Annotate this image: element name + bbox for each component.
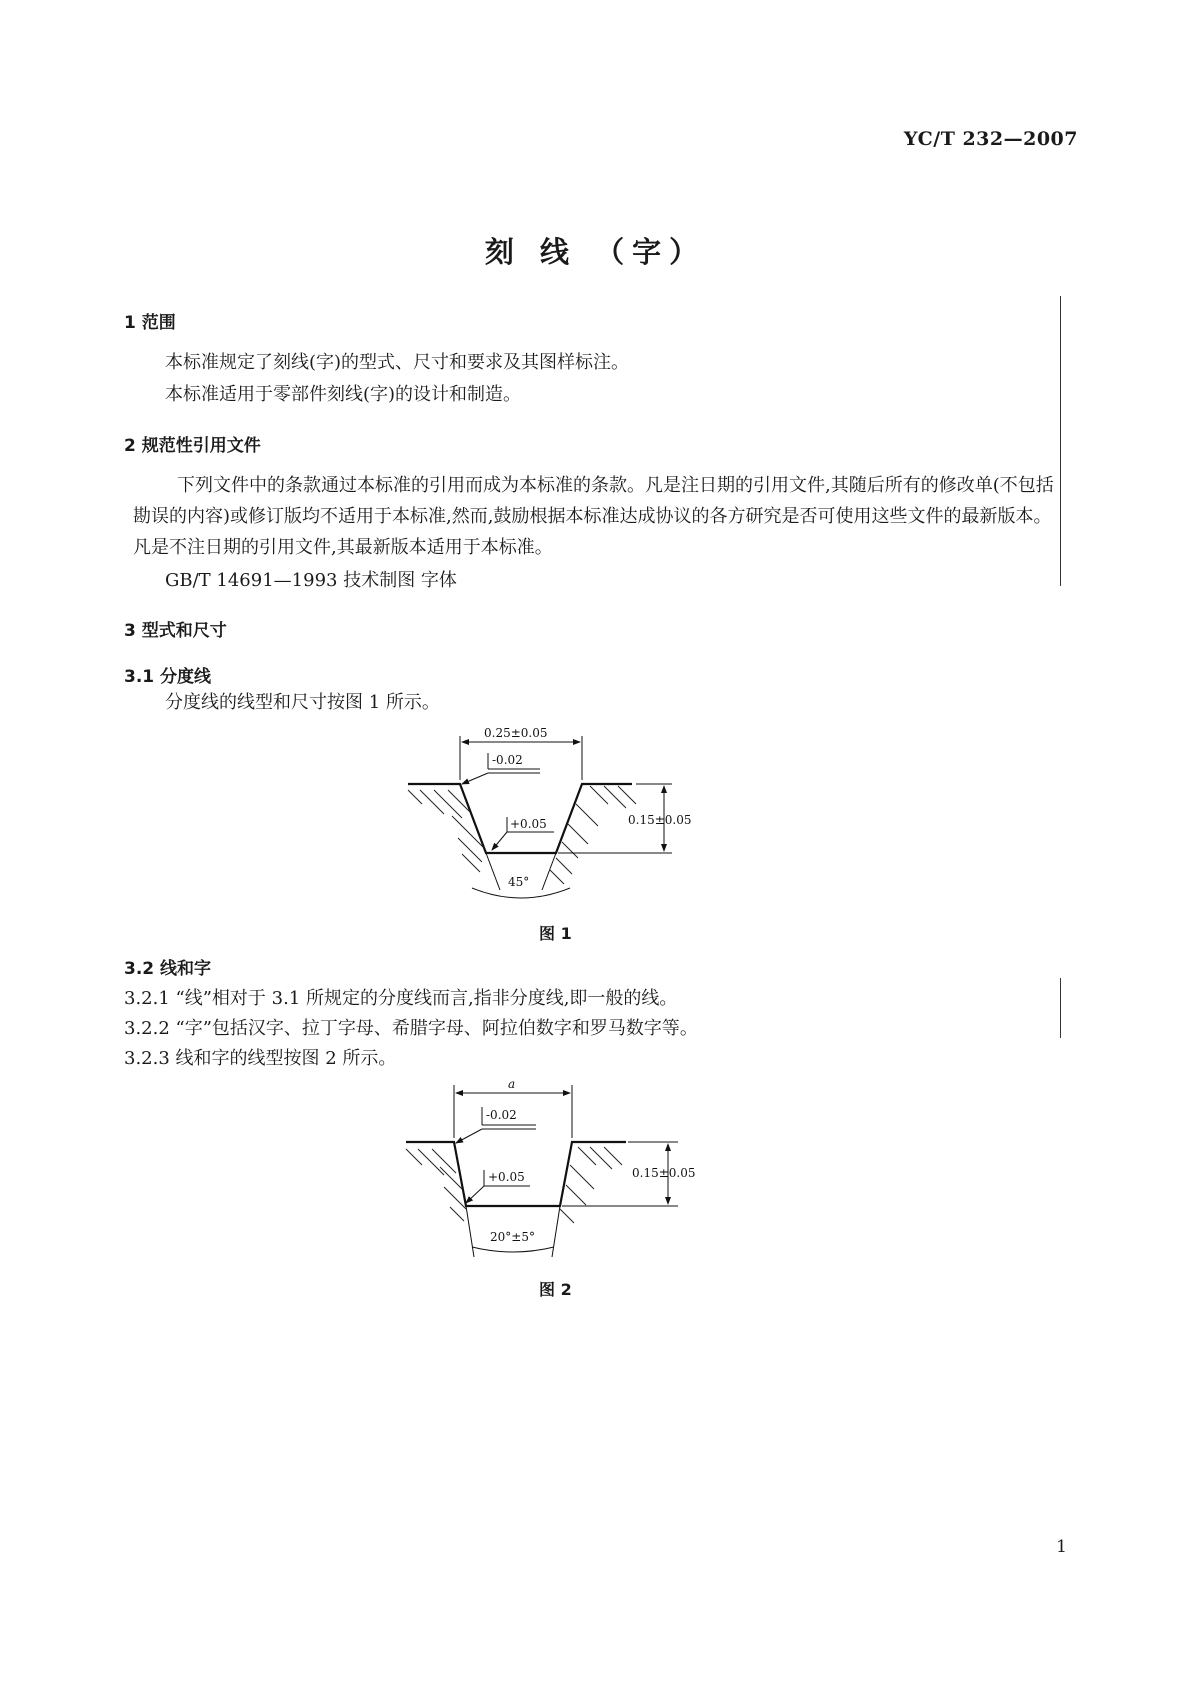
figure-2-caption: 图 2 [539, 1280, 572, 1299]
section-1-heading: 1 范围 [124, 313, 176, 333]
section-2-heading: 2 规范性引用文件 [124, 436, 261, 456]
section-3-1-text: 分度线的线型和尺寸按图 1 所示。 [165, 692, 440, 713]
section-2-paragraph: 下列文件中的条款通过本标准的引用而成为本标准的条款。凡是注日期的引用文件,其随后所有的修改单(不包括勘误的内容)或修订版均不适用于本标准,然而,鼓励根据本标准达成协议的各方研究是否可使用这些文件的最新版本。凡是不注日期的引用文件,其最新版本适用于本标准。 [133, 475, 1054, 558]
figure-2-diagram [400, 1075, 730, 1265]
page-title: 刻 线 （字） [484, 235, 707, 269]
section-1-paragraph-1: 本标准规定了刻线(字)的型式、尺寸和要求及其图样标注。 [165, 352, 630, 373]
figure-2-bottom-tolerance: +0.05 [488, 1170, 525, 1184]
standard-code: YC/T 232—2007 [903, 128, 1078, 150]
section-3-heading: 3 型式和尺寸 [124, 621, 227, 641]
figure-1-top-tolerance: -0.02 [492, 753, 523, 767]
figure-1-diagram [400, 720, 730, 910]
section-3-2-3: 3.2.3 线和字的线型按图 2 所示。 [124, 1048, 397, 1069]
figure-2-width-dimension: a [508, 1077, 516, 1091]
section-3-2-2: 3.2.2 “字”包括汉字、拉丁字母、希腊字母、阿拉伯数字和罗马数字等。 [124, 1018, 698, 1039]
section-3-2-heading: 3.2 线和字 [124, 959, 212, 979]
section-3-1-heading: 3.1 分度线 [124, 667, 212, 687]
figure-1-caption: 图 1 [539, 924, 572, 943]
section-3-2-1: 3.2.1 “线”相对于 3.1 所规定的分度线而言,指非分度线,即一般的线。 [124, 988, 678, 1009]
figure-2-depth-dimension: 0.15±0.05 [632, 1166, 696, 1180]
figure-2-angle: 20°±5° [490, 1230, 535, 1244]
page-number: 1 [1056, 1537, 1067, 1557]
change-bar [1060, 978, 1061, 1038]
figure-1-depth-dimension: 0.15±0.05 [628, 813, 692, 827]
figure-1-bottom-tolerance: +0.05 [510, 817, 547, 831]
hatching-left [408, 790, 484, 872]
figure-2-top-tolerance: -0.02 [486, 1108, 517, 1122]
section-1-paragraph-2: 本标准适用于零部件刻线(字)的设计和制造。 [165, 384, 522, 405]
figure-1-width-dimension: 0.25±0.05 [484, 726, 548, 740]
reference-entry: GB/T 14691—1993 技术制图 字体 [165, 570, 457, 591]
figure-1-angle: 45° [508, 875, 530, 889]
